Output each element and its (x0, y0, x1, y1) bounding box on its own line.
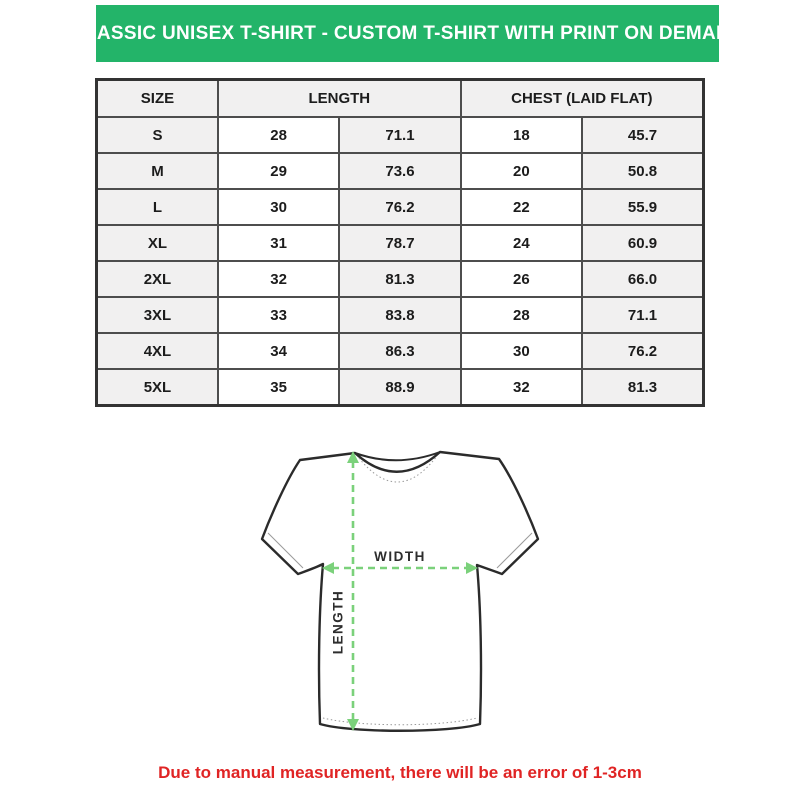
cell-length-in: 31 (218, 225, 339, 261)
cell-length-in: 33 (218, 297, 339, 333)
table-row (97, 153, 704, 189)
table-row (97, 369, 704, 406)
table-row (97, 333, 704, 369)
table-row (97, 189, 704, 225)
cell-length-in: 28 (218, 117, 339, 153)
cell-chest-in: 22 (461, 189, 582, 225)
header-size: SIZE (97, 80, 218, 118)
cell-chest-in: 28 (461, 297, 582, 333)
cell-chest-in: 20 (461, 153, 582, 189)
cell-length-cm: 88.9 (339, 369, 460, 406)
cell-chest-cm: 71.1 (582, 297, 703, 333)
table-row (97, 117, 704, 153)
cell-chest-in: 26 (461, 261, 582, 297)
tshirt-outline-icon (262, 452, 538, 731)
cell-size: L (97, 189, 218, 225)
cell-length-cm: 81.3 (339, 261, 460, 297)
cell-chest-in: 24 (461, 225, 582, 261)
cell-length-in: 29 (218, 153, 339, 189)
cell-size: 3XL (97, 297, 218, 333)
cell-chest-cm: 45.7 (582, 117, 703, 153)
cell-chest-cm: 81.3 (582, 369, 703, 406)
cell-chest-cm: 50.8 (582, 153, 703, 189)
table-header-row (97, 80, 704, 118)
tshirt-measurement-diagram (240, 425, 560, 755)
cell-length-in: 34 (218, 333, 339, 369)
cell-length-cm: 71.1 (339, 117, 460, 153)
header-chest: CHEST (LAID FLAT) (461, 80, 704, 118)
product-title: CLASSIC UNISEX T-SHIRT - CUSTOM T-SHIRT WITH PRINT ON DEMAND (70, 22, 745, 44)
cell-length-in: 32 (218, 261, 339, 297)
cell-chest-in: 18 (461, 117, 582, 153)
product-title-banner (70, 5, 745, 62)
cell-length-in: 35 (218, 369, 339, 406)
cell-length-cm: 76.2 (339, 189, 460, 225)
cell-chest-cm: 60.9 (582, 225, 703, 261)
measurement-error-note: Due to manual measurement, there will be an error of 1-3cm (158, 763, 642, 782)
table-row (97, 297, 704, 333)
cell-size: M (97, 153, 218, 189)
cell-chest-cm: 55.9 (582, 189, 703, 225)
cell-size: XL (97, 225, 218, 261)
cell-size: 2XL (97, 261, 218, 297)
cell-length-cm: 73.6 (339, 153, 460, 189)
cell-length-cm: 78.7 (339, 225, 460, 261)
cell-chest-in: 32 (461, 369, 582, 406)
cell-chest-cm: 76.2 (582, 333, 703, 369)
header-length: LENGTH (218, 80, 461, 118)
table-row (97, 261, 704, 297)
cell-size: 4XL (97, 333, 218, 369)
cell-length-cm: 86.3 (339, 333, 460, 369)
length-label: LENGTH (330, 589, 346, 655)
cell-size: S (97, 117, 218, 153)
cell-length-in: 30 (218, 189, 339, 225)
table-row (97, 225, 704, 261)
cell-length-cm: 83.8 (339, 297, 460, 333)
cell-size: 5XL (97, 369, 218, 406)
cell-chest-cm: 66.0 (582, 261, 703, 297)
cell-chest-in: 30 (461, 333, 582, 369)
width-label: WIDTH (374, 549, 426, 564)
size-chart-table (95, 78, 705, 407)
